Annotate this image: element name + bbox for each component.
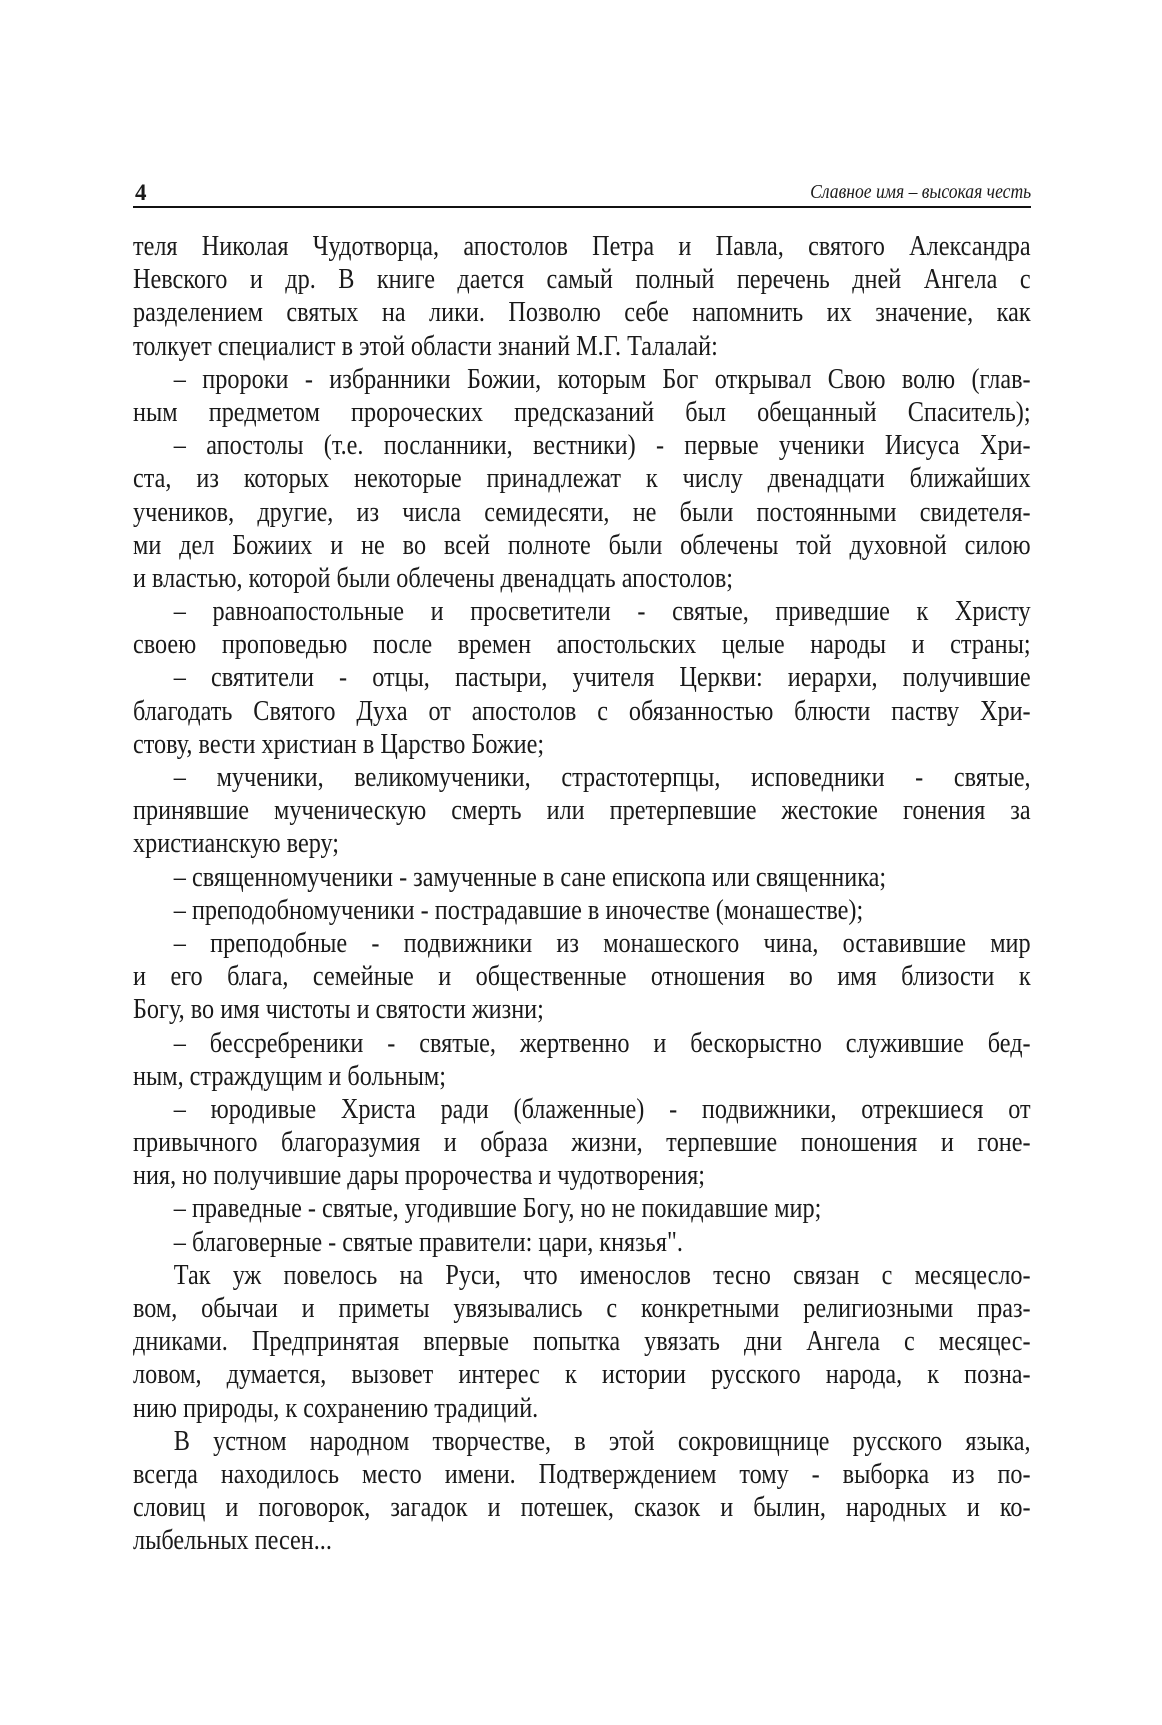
body-text <box>133 230 1031 1558</box>
text-line: ным предметом пророческих предсказаний был обещанный Спаситель); <box>133 396 1031 428</box>
text-line: благодать Святого Духа от апостолов с обязанностью блюсти паству Хри- <box>133 695 1031 727</box>
text-line: принявшие мученическую смерть или претерпевшие жестокие гонения за <box>133 795 1031 827</box>
text-line: – преподобномученики - пострадавшие в иночестве (монашестве); <box>173 894 864 926</box>
text-line: ным, страждущим и больным; <box>133 1060 446 1092</box>
text-line: и его блага, семейные и общественные отношения во имя близости к <box>133 961 1031 993</box>
text-line: ловом, думается, вызовет интерес к истории русского народа, к позна- <box>133 1359 1031 1391</box>
text-line: привычного благоразумия и образа жизни, терпевшие поношения и гоне- <box>133 1127 1031 1159</box>
text-line: толкует специалист в этой области знаний М.Г. Талалай: <box>133 330 718 362</box>
running-title: Славное имя – высокая честь <box>809 181 1031 203</box>
text-line: вом, обычаи и приметы увязывались с конкретными религиозными праз- <box>133 1293 1031 1324</box>
text-line: ста, из которых некоторые принадлежат к числу двенадцати ближайших <box>133 463 1031 495</box>
text-line: лыбельных песен... <box>133 1525 332 1557</box>
running-header <box>133 178 1031 208</box>
text-line: Так уж повелось на Руси, что именослов тесно связан с месяцесло- <box>173 1259 1031 1291</box>
text-line: – преподобные - подвижники из монашеского чина, оставившие мир <box>173 927 1031 959</box>
text-line: – юродивые Христа ради (блаженные) - подвижники, отрекшиеся от <box>173 1093 1031 1125</box>
text-line: ния, но получившие дары пророчества и чудотворения; <box>133 1160 705 1192</box>
text-line: словиц и поговорок, загадок и потешек, сказок и былин, народных и ко- <box>133 1492 1031 1524</box>
text-line: учеников, другие, из числа семидесяти, не были постоянными свидетеля- <box>133 496 1031 528</box>
text-line: – мученики, великомученики, страстотерпцы, исповедники - святые, <box>173 762 1031 793</box>
text-line: разделением святых на лики. Позволю себе напомнить их значение, как <box>133 297 1031 329</box>
text-line: – бессребреники - святые, жертвенно и бескорыстно служившие бед- <box>173 1027 1031 1059</box>
text-line: нию природы, к сохранению традиций. <box>133 1392 539 1424</box>
text-line: дниками. Предпринятая впервые попытка увязать дни Ангела с месяцес- <box>133 1326 1031 1358</box>
text-line: и властью, которой были облечены двенадцать апостолов; <box>133 562 734 594</box>
text-line: ми дел Божиих и не во всей полноте были облечены той духовной силою <box>133 529 1031 561</box>
text-line: – благоверные - святые правители: цари, князья". <box>173 1226 683 1258</box>
text-line: – святители - отцы, пастыри, учителя Церкви: иерархи, получившие <box>173 662 1031 694</box>
text-line: – праведные - святые, угодившие Богу, но не покидавшие мир; <box>173 1193 822 1225</box>
text-line: теля Николая Чудотворца, апостолов Петра и Павла, святого Александра <box>133 231 1031 262</box>
text-line: Невского и др. В книге дается самый полный перечень дней Ангела с <box>133 264 1031 296</box>
page-number: 4 <box>135 180 147 205</box>
text-line: христианскую веру; <box>133 828 340 860</box>
text-line: Богу, во имя чистоты и святости жизни; <box>133 994 544 1026</box>
text-line: стову, вести христиан в Царство Божие; <box>133 728 545 760</box>
text-line: всегда находилось место имени. Подтверждением тому - выборка из по- <box>133 1458 1031 1490</box>
text-line: – апостолы (т.е. посланники, вестники) - первые ученики Иисуса Хри- <box>173 430 1031 462</box>
text-line: – пророки - избранники Божии, которым Бог открывал Свою волю (глав- <box>173 363 1031 395</box>
text-line: своею проповедью после времен апостольских целые народы и страны; <box>133 629 1031 661</box>
text-line: – равноапостольные и просветители - святые, приведшие к Христу <box>173 596 1031 628</box>
text-line: – священномученики - замученные в сане епископа или священника; <box>173 861 887 893</box>
text-line: В устном народном творчестве, в этой сокровищнице русского языка, <box>173 1425 1031 1457</box>
